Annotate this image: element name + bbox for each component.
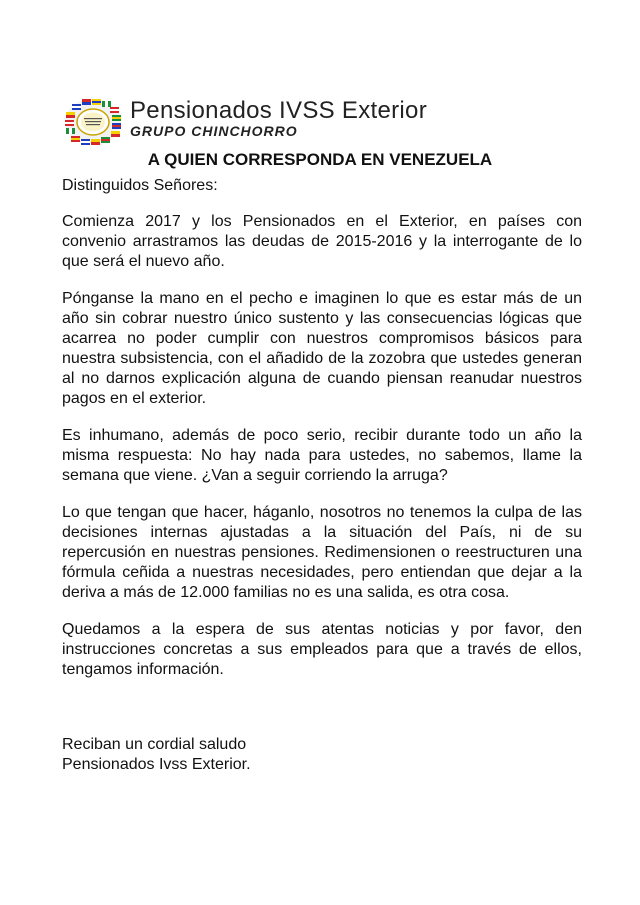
letter-closing (62, 735, 251, 775)
paragraph: Lo que tengan que hacer, háganlo, nosotros no tenemos la culpa de las decisiones internas ajustadas a la situación del País, ni de su repercusión en nuestras pensiones. Redimensionen o reestructuren una fórmula ceñida a nuestras necesidades, pero entiendan que dejar a la deriva a más de 12.000 familias no es una salida, es otra cosa. (62, 504, 582, 601)
letter-title: A QUIEN CORRESPONDA EN VENEZUELA (147, 150, 493, 169)
letterhead (64, 98, 444, 148)
letter-body (62, 176, 582, 697)
closing-line: Reciban un cordial saludo (62, 736, 247, 753)
paragraph: Quedamos a la espera de sus atentas noticias y por favor, den instrucciones concretas a sus empleados para que a través de ellos, tengamos información. (62, 621, 582, 678)
paragraph: Pónganse la mano en el pecho e imaginen lo que es estar más de un año sin cobrar nuestro único sustento y las consecuencias lógicas que acarrea no poder cumplir con nuestros compromisos básicos para nuestra subsistencia, con el añadido de la zozobra que ustedes generan al no darnos explicación alguna de cuando piensan reanudar nuestros pagos en el exterior. (62, 290, 582, 407)
organization-name: Pensionados IVSS Exterior (130, 97, 427, 124)
salutation: Distinguidos Señores: (62, 177, 218, 194)
group-name: GRUPO CHINCHORRO (130, 123, 298, 139)
paragraph: Comienza 2017 y los Pensionados en el Exterior, en países con convenio arrastramos las deudas de 2015-2016 y la interrogante de lo que será el nuevo año. (62, 213, 582, 270)
flags-globe-logo-icon (64, 98, 122, 146)
paragraph: Es inhumano, además de poco serio, recibir durante todo un año la misma respuesta: No hay nada para ustedes, no sabemos, llame la semana que viene. ¿Van a seguir corriendo la arruga? (62, 427, 582, 484)
signature: Pensionados Ivss Exterior. (62, 756, 251, 773)
